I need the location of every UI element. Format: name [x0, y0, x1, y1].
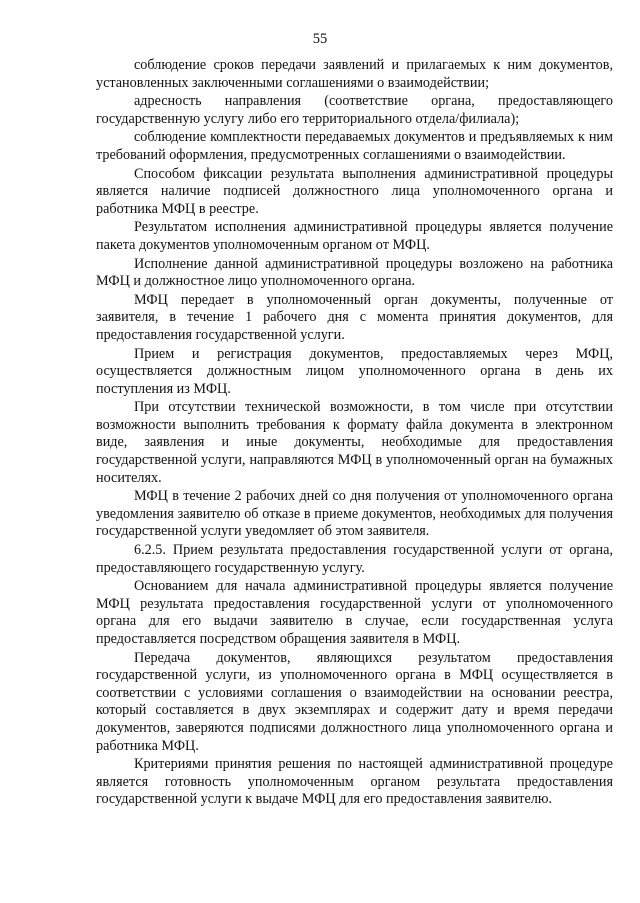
page-number: 55	[312, 31, 328, 47]
paragraph-12: Основанием для начала административной процедуры является получение МФЦ результата предоставления государственной услуги от уполномоченного органа для его выдачи заявителю в случае, если государственная услуга предоставляется посредством обращения заявителя в МФЦ.	[96, 578, 613, 647]
section-heading-6-2-5: 6.2.5. Прием результата предоставления государственной услуги от органа, предоставляющего государственную услугу.	[96, 542, 613, 576]
paragraph-13: Передача документов, являющихся результатом предоставления государственной услуги, из уполномоченного органа в МФЦ осуществляется в соответствии с условиями соглашения о взаимодействии на основании реестра, который составляется в двух экземплярах и содержит дату и время передачи документов, заверяются подписями должностного лица уполномоченного органа и работника МФЦ.	[96, 649, 613, 754]
document-body	[96, 57, 613, 810]
paragraph-6: Исполнение данной административной процедуры возложено на работника МФЦ и должностное лицо уполномоченного органа.	[96, 255, 613, 290]
paragraph-8: Прием и регистрация документов, предоставляемых через МФЦ, осуществляется должностным лицом уполномоченного органа в день их поступления из МФЦ.	[96, 345, 613, 397]
paragraph-3: соблюдение комплектности передаваемых документов и предъявляемых к ним требований оформления, предусмотренных соглашениями о взаимодействии.	[96, 129, 613, 163]
paragraph-14: Критериями принятия решения по настоящей административной процедуре является готовность уполномоченным органом результата предоставления государственной услуги к выдаче МФЦ для его предоставления заявителю.	[96, 756, 613, 808]
paragraph-10: МФЦ в течение 2 рабочих дней со дня получения от уполномоченного органа уведомления заявителю об отказе в приеме документов, необходимых для получения государственной услуги уведомляет об этом заявителя.	[96, 488, 613, 540]
paragraph-5: Результатом исполнения административной процедуры является получение пакета документов уполномоченным органом от МФЦ.	[96, 219, 613, 253]
paragraph-2: адресность направления (соответствие органа, предоставляющего государственную услугу либо его территориального отдела/филиала);	[96, 93, 613, 127]
paragraph-7: МФЦ передает в уполномоченный орган документы, полученные от заявителя, в течение 1 рабочего дня с момента принятия документов, для предоставления государственной услуги.	[96, 291, 613, 343]
paragraph-9: При отсутствии технической возможности, в том числе при отсутствии возможности выполнить требования к формату файла документа в электронном виде, заявления и иные документы, необходимые для предоставления государственной услуги, направляются МФЦ в уполномоченный орган на бумажных носителях.	[96, 399, 613, 486]
paragraph-4: Способом фиксации результата выполнения административной процедуры является наличие подписей должностного лица уполномоченного органа и работника МФЦ в реестре.	[96, 165, 613, 217]
paragraph-1: соблюдение сроков передачи заявлений и прилагаемых к ним документов, установленных заключенными соглашениями о взаимодействии;	[96, 57, 613, 91]
